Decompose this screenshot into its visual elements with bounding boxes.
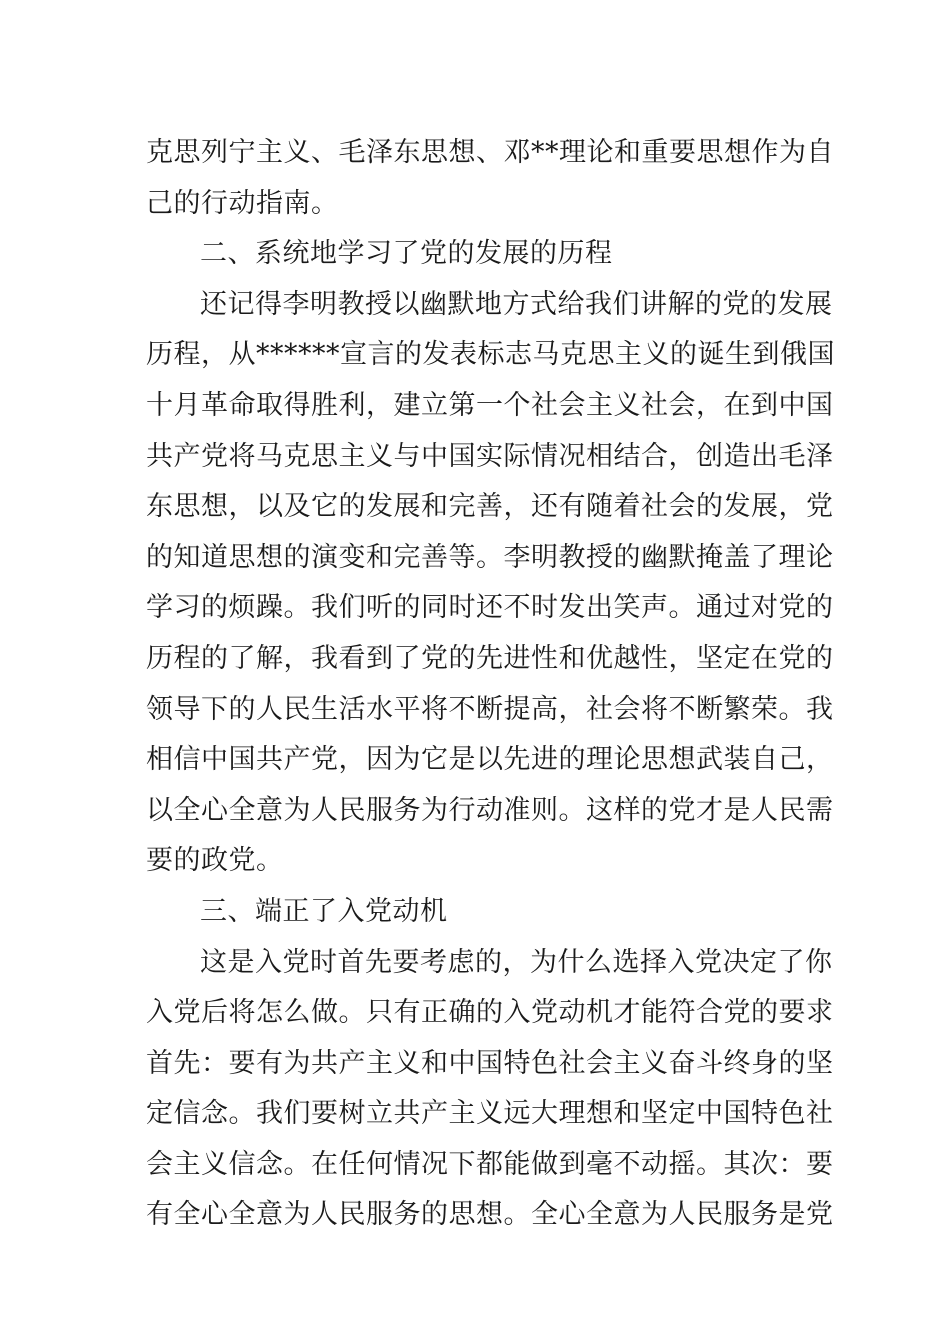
paragraph-2-line-9: 领导下的人民生活水平将不断提高，社会将不断繁荣。我 [146,693,834,725]
section-heading-3: 三、端正了入党动机 [200,895,448,927]
paragraph-3-line-6: 有全心全意为人民服务的思想。全心全意为人民服务是党 [146,1199,834,1231]
document-body [146,128,835,1241]
paragraph-2-line-4: 共产党将马克思主义与中国实际情况相结合，创造出毛泽 [146,440,834,472]
paragraph-3-line-4: 定信念。我们要树立共产主义远大理想和坚定中国特色社 [146,1098,834,1130]
paragraph-1-line-2: 己的行动指南。 [146,187,339,219]
paragraph-2-line-5: 东思想，以及它的发展和完善，还有随着社会的发展，党 [146,491,834,523]
paragraph-2-line-6: 的知道思想的演变和完善等。李明教授的幽默掩盖了理论 [146,541,834,573]
paragraph-3-line-5: 会主义信念。在任何情况下都能做到毫不动摇。其次：要 [146,1148,834,1180]
paragraph-3-line-1: 这是入党时首先要考虑的，为什么选择入党决定了你 [200,946,833,978]
paragraph-2-line-11: 以全心全意为人民服务为行动准则。这样的党才是人民需 [146,794,834,826]
paragraph-2-line-7: 学习的烦躁。我们听的同时还不时发出笑声。通过对党的 [146,592,834,624]
paragraph-2-line-10: 相信中国共产党，因为它是以先进的理论思想武装自己， [146,744,834,776]
paragraph-1-line-1: 克思列宁主义、毛泽东思想、邓**理论和重要思想作为自 [146,137,834,168]
paragraph-2-line-1: 还记得李明教授以幽默地方式给我们讲解的党的发展 [200,288,833,320]
paragraph-2-line-12: 要的政党。 [146,845,284,877]
section-heading-2: 二、系统地学习了党的发展的历程 [200,238,613,270]
paragraph-2-line-3: 十月革命取得胜利，建立第一个社会主义社会，在到中国 [146,389,834,421]
paragraph-2-line-2: 历程，从******宣言的发表标志马克思主义的诞生到俄国 [146,339,835,371]
paragraph-2-line-8: 历程的了解，我看到了党的先进性和优越性，坚定在党的 [146,642,834,674]
paragraph-3-line-3: 首先：要有为共产主义和中国特色社会主义奋斗终身的坚 [146,1047,834,1079]
paragraph-3-line-2: 入党后将怎么做。只有正确的入党动机才能符合党的要求 [146,997,834,1029]
